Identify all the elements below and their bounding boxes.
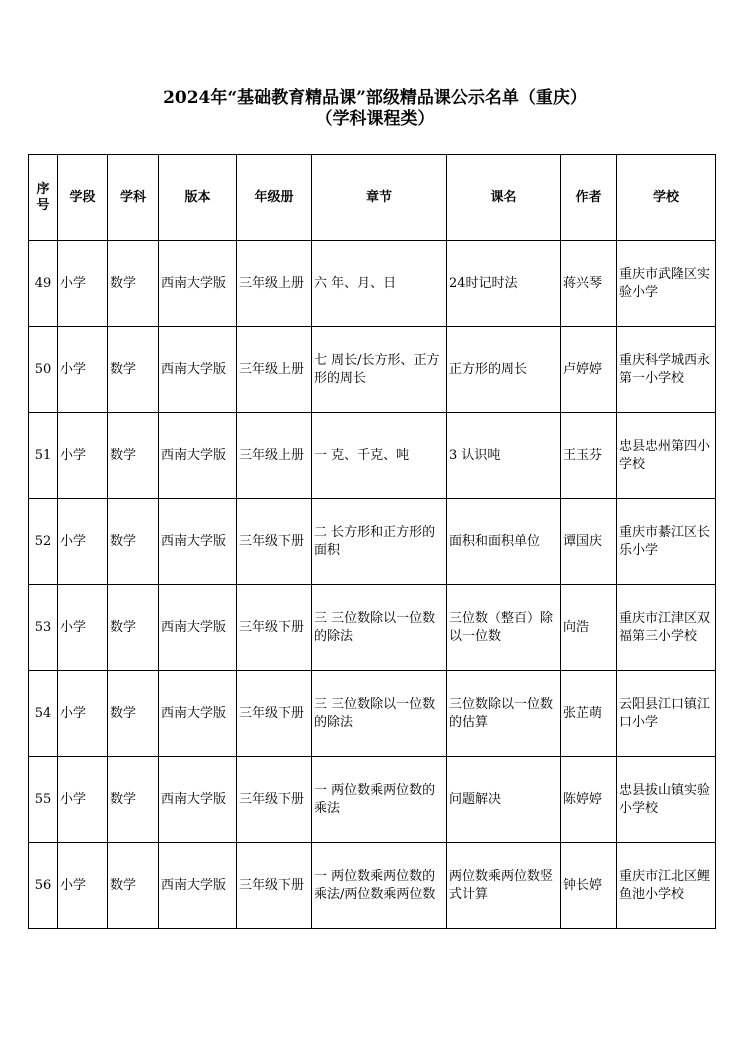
cell-lesson: 24时记时法 xyxy=(447,241,561,327)
cell-school: 重庆市江津区双福第三小学校 xyxy=(617,585,716,671)
course-list-table xyxy=(28,154,716,929)
cell-stage: 小学 xyxy=(58,671,108,757)
table-row xyxy=(29,413,716,499)
cell-edition: 西南大学版 xyxy=(159,499,237,585)
cell-school: 重庆市武隆区实验小学 xyxy=(617,241,716,327)
header-grade: 年级册 xyxy=(237,155,312,241)
cell-author: 谭国庆 xyxy=(561,499,617,585)
cell-school: 重庆市江北区鲤鱼池小学校 xyxy=(617,843,716,929)
cell-num: 55 xyxy=(29,757,58,843)
cell-stage: 小学 xyxy=(58,585,108,671)
cell-edition: 西南大学版 xyxy=(159,241,237,327)
title-line-2: （学科课程类） xyxy=(315,109,435,129)
cell-stage: 小学 xyxy=(58,499,108,585)
cell-edition: 西南大学版 xyxy=(159,757,237,843)
cell-edition: 西南大学版 xyxy=(159,585,237,671)
header-stage: 学段 xyxy=(58,155,108,241)
cell-grade: 三年级下册 xyxy=(237,843,312,929)
table-row xyxy=(29,843,716,929)
cell-edition: 西南大学版 xyxy=(159,327,237,413)
table-row xyxy=(29,327,716,413)
cell-lesson: 正方形的周长 xyxy=(447,327,561,413)
cell-chapter: 三 三位数除以一位数的除法 xyxy=(312,585,447,671)
cell-lesson: 两位数乘两位数竖式计算 xyxy=(447,843,561,929)
header-author: 作者 xyxy=(561,155,617,241)
cell-grade: 三年级下册 xyxy=(237,757,312,843)
cell-grade: 三年级上册 xyxy=(237,327,312,413)
cell-num: 53 xyxy=(29,585,58,671)
cell-author: 卢婷婷 xyxy=(561,327,617,413)
cell-num: 52 xyxy=(29,499,58,585)
header-edition: 版本 xyxy=(159,155,237,241)
table-row xyxy=(29,499,716,585)
cell-subject: 数学 xyxy=(108,757,159,843)
cell-subject: 数学 xyxy=(108,585,159,671)
table-row xyxy=(29,757,716,843)
cell-author: 蒋兴琴 xyxy=(561,241,617,327)
cell-subject: 数学 xyxy=(108,327,159,413)
cell-author: 向浩 xyxy=(561,585,617,671)
cell-lesson: 问题解决 xyxy=(447,757,561,843)
cell-num: 49 xyxy=(29,241,58,327)
header-num-char: 序 xyxy=(36,181,50,197)
header-num xyxy=(29,155,58,241)
cell-school: 忠县拔山镇实验小学校 xyxy=(617,757,716,843)
cell-subject: 数学 xyxy=(108,671,159,757)
cell-stage: 小学 xyxy=(58,757,108,843)
cell-chapter: 二 长方形和正方形的面积 xyxy=(312,499,447,585)
header-chapter: 章节 xyxy=(312,155,447,241)
cell-subject: 数学 xyxy=(108,499,159,585)
cell-grade: 三年级上册 xyxy=(237,413,312,499)
cell-author: 张芷萌 xyxy=(561,671,617,757)
cell-subject: 数学 xyxy=(108,843,159,929)
cell-grade: 三年级下册 xyxy=(237,499,312,585)
cell-school: 重庆科学城西永第一小学校 xyxy=(617,327,716,413)
cell-chapter: 六 年、月、日 xyxy=(312,241,447,327)
cell-edition: 西南大学版 xyxy=(159,843,237,929)
cell-num: 54 xyxy=(29,671,58,757)
header-subject: 学科 xyxy=(108,155,159,241)
cell-author: 陈婷婷 xyxy=(561,757,617,843)
cell-chapter: 七 周长/长方形、正方形的周长 xyxy=(312,327,447,413)
cell-num: 51 xyxy=(29,413,58,499)
cell-author: 王玉芬 xyxy=(561,413,617,499)
cell-school: 忠县忠州第四小学校 xyxy=(617,413,716,499)
cell-subject: 数学 xyxy=(108,413,159,499)
cell-num: 50 xyxy=(29,327,58,413)
header-lesson: 课名 xyxy=(447,155,561,241)
header-num-char: 号 xyxy=(36,197,50,213)
title-line-1: 2024年“基础教育精品课”部级精品课公示名单（重庆） xyxy=(163,88,587,108)
cell-subject: 数学 xyxy=(108,241,159,327)
cell-chapter: 一 两位数乘两位数的乘法 xyxy=(312,757,447,843)
cell-edition: 西南大学版 xyxy=(159,413,237,499)
cell-chapter: 一 克、千克、吨 xyxy=(312,413,447,499)
cell-grade: 三年级下册 xyxy=(237,585,312,671)
cell-lesson: 三位数除以一位数的估算 xyxy=(447,671,561,757)
cell-stage: 小学 xyxy=(58,327,108,413)
cell-num: 56 xyxy=(29,843,58,929)
table-row xyxy=(29,241,716,327)
table-row xyxy=(29,671,716,757)
table-row xyxy=(29,585,716,671)
header-school: 学校 xyxy=(617,155,716,241)
cell-lesson: 面积和面积单位 xyxy=(447,499,561,585)
cell-stage: 小学 xyxy=(58,413,108,499)
cell-school: 重庆市綦江区长乐小学 xyxy=(617,499,716,585)
header-row xyxy=(29,155,716,241)
cell-edition: 西南大学版 xyxy=(159,671,237,757)
cell-grade: 三年级上册 xyxy=(237,241,312,327)
cell-school: 云阳县江口镇江口小学 xyxy=(617,671,716,757)
cell-stage: 小学 xyxy=(58,843,108,929)
cell-chapter: 三 三位数除以一位数的除法 xyxy=(312,671,447,757)
cell-lesson: 三位数（整百）除以一位数 xyxy=(447,585,561,671)
cell-lesson: 3 认识吨 xyxy=(447,413,561,499)
cell-author: 钟长婷 xyxy=(561,843,617,929)
cell-stage: 小学 xyxy=(58,241,108,327)
document-title xyxy=(0,88,750,130)
cell-chapter: 一 两位数乘两位数的乘法/两位数乘两位数 xyxy=(312,843,447,929)
cell-grade: 三年级下册 xyxy=(237,671,312,757)
